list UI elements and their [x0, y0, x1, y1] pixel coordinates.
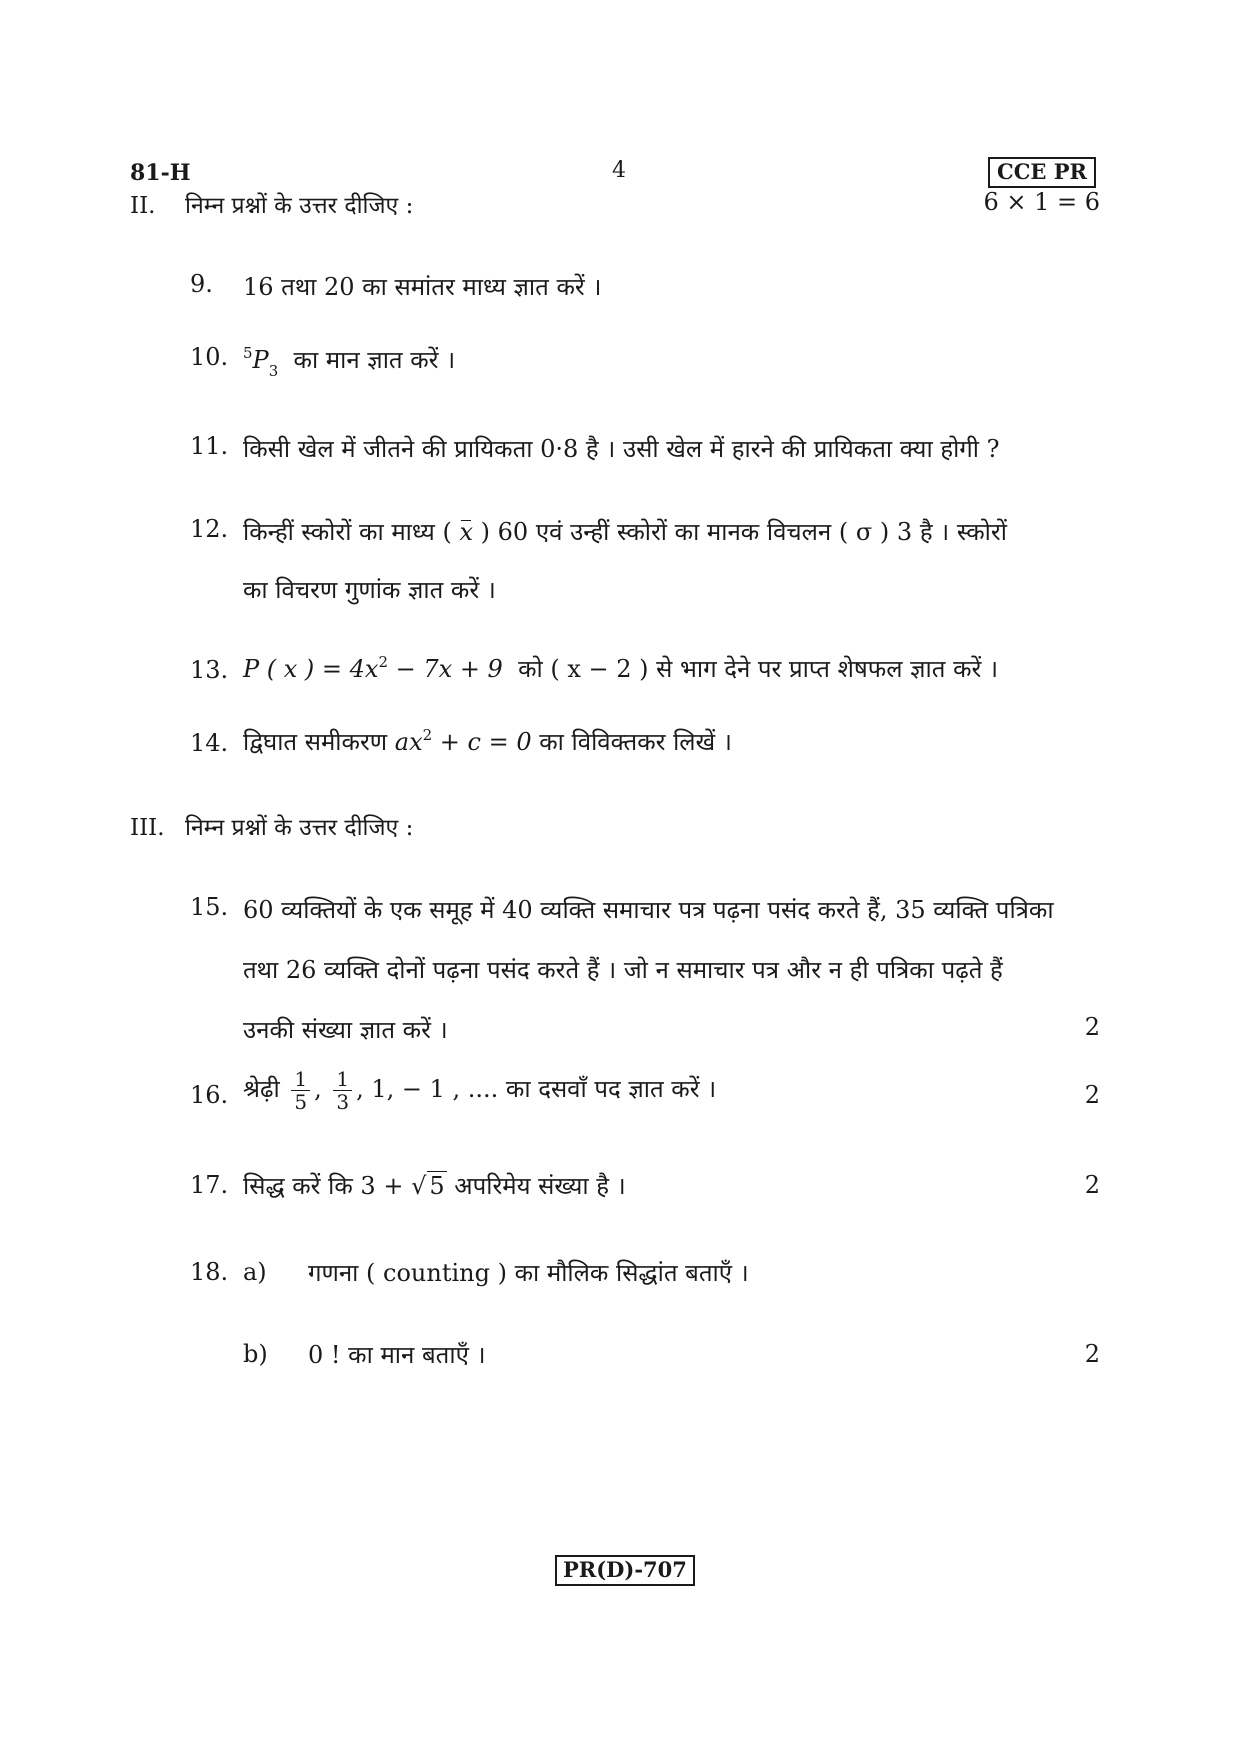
paper-code: 81-H — [130, 160, 191, 186]
question-17-number: 17. — [190, 1171, 229, 1199]
question-12-line-1 — [243, 515, 1007, 548]
section-3-heading — [130, 810, 413, 842]
q14-expression-b: + c = 0 — [432, 728, 532, 756]
q12-part-2: ) 60 एवं उन्हीं स्कोरों का मानक विचलन ( — [480, 518, 849, 546]
question-13-number: 13. — [190, 656, 229, 684]
q13-phrase: को ( x − 2 ) से भाग देने पर प्राप्त शेषफल ज्ञात करें । — [518, 655, 999, 683]
cce-pr-label: CCE PR — [988, 157, 1096, 188]
question-13-text — [243, 652, 998, 685]
q17-phrase-1: सिद्ध करें कि — [243, 1172, 353, 1200]
section-2-number: II. — [130, 193, 156, 219]
q12-part-3: ) 3 है । स्कोरों — [879, 518, 1007, 546]
q13-expression-end: − 7x + 9 — [388, 655, 503, 683]
q16-fraction-1-denominator: 5 — [294, 1090, 308, 1114]
q16-fraction-2 — [333, 1068, 352, 1113]
q14-exponent: 2 — [422, 726, 433, 744]
question-17-marks: 2 — [1084, 1171, 1100, 1199]
q16-phrase-1: श्रेढ़ी — [243, 1075, 280, 1103]
q12-sigma-symbol: σ — [855, 518, 873, 546]
q13-expression-start: P ( x ) = 4x — [243, 655, 379, 683]
q16-fraction-1-numerator: 1 — [291, 1068, 310, 1091]
section-3-instruction: निम्न प्रश्नों के उत्तर दीजिए : — [185, 815, 414, 841]
question-16-text: श्रेढ़ी $\frac{1}{5}$ , $\frac{1}{3}$ , 1, − 1 , .... का दसवाँ पद ज्ञात करें । — [243, 1067, 717, 1114]
q17-phrase-2: अपरिमेय संख्या है । — [454, 1172, 626, 1200]
question-14-text — [243, 725, 732, 758]
q18-part-b-text: 0 ! का मान बताएँ । — [308, 1341, 486, 1369]
footer-code: PR(D)-707 — [555, 1555, 695, 1586]
question-18-number: 18. — [190, 1258, 229, 1286]
question-15-line-3: उनकी संख्या ज्ञात करें । — [243, 1016, 448, 1044]
q12-part-1: किन्हीं स्कोरों का माध्य ( — [243, 518, 452, 546]
q10-phrase: का मान ज्ञात करें । — [293, 346, 456, 374]
section-3-number: III. — [130, 815, 165, 841]
q18-part-a-text: गणना ( counting ) का मौलिक सिद्धांत बताएँ । — [308, 1259, 749, 1287]
question-11-text: किसी खेल में जीतने की प्रायिकता 0·8 है । उसी खेल में हारने की प्रायिकता क्या होगी ? — [243, 435, 1000, 463]
question-9-text: 16 तथा 20 का समांतर माध्य ज्ञात करें । — [243, 273, 602, 301]
q16-phrase-2: , 1, − 1 , .... का दसवाँ पद ज्ञात करें । — [356, 1075, 717, 1103]
q17-root-value: 5 — [429, 1172, 445, 1200]
section-2-heading — [130, 188, 413, 220]
q14-phrase-1: द्विघात समीकरण — [243, 728, 388, 756]
question-16-number: 16. — [190, 1081, 229, 1109]
question-11-number: 11. — [190, 432, 229, 460]
q14-phrase-2: का विविक्तकर लिखें । — [539, 728, 732, 756]
question-17-text — [243, 1169, 626, 1202]
question-15-marks: 2 — [1084, 1013, 1100, 1041]
q17-root-symbol: √ — [411, 1172, 427, 1200]
question-12-line-2: का विचरण गुणांक ज्ञात करें । — [243, 576, 496, 604]
question-15-line-1: 60 व्यक्तियों के एक समूह में 40 व्यक्ति समाचार पत्र पढ़ना पसंद करते हैं, 35 व्यक्ति पत्रिका — [243, 896, 1054, 924]
question-14-number: 14. — [190, 729, 229, 757]
q12-mean-symbol: x — [459, 518, 474, 546]
q18-part-a-label: a) — [243, 1258, 267, 1286]
section-2-instruction: निम्न प्रश्नों के उत्तर दीजिए : — [185, 193, 414, 219]
q16-fraction-2-denominator: 3 — [336, 1090, 350, 1114]
question-16-marks: 2 — [1084, 1081, 1100, 1109]
q16-fraction-1 — [291, 1068, 310, 1113]
q10-subscript: 3 — [268, 362, 279, 380]
question-12-number: 12. — [190, 515, 229, 543]
q10-superscript: 5 — [243, 344, 253, 362]
q14-expression-a: ax — [394, 728, 423, 756]
question-10-number: 10. — [190, 343, 229, 371]
q18-part-b-label: b) — [243, 1340, 268, 1368]
q16-fraction-2-numerator: 1 — [333, 1068, 352, 1091]
q13-exponent: 2 — [378, 653, 389, 671]
question-15-line-2: तथा 26 व्यक्ति दोनों पढ़ना पसंद करते हैं । जो न समाचार पत्र और न ही पत्रिका पढ़ते हैं — [243, 956, 1003, 984]
q10-variable: P — [252, 346, 269, 374]
section-2-marks: 6 × 1 = 6 — [983, 188, 1100, 216]
question-15-number: 15. — [190, 893, 229, 921]
question-9-number: 9. — [190, 270, 213, 298]
page-number: 4 — [612, 158, 626, 183]
question-18-marks: 2 — [1084, 1340, 1100, 1368]
question-10-text — [243, 343, 455, 380]
q17-expression: 3 + — [360, 1172, 412, 1200]
